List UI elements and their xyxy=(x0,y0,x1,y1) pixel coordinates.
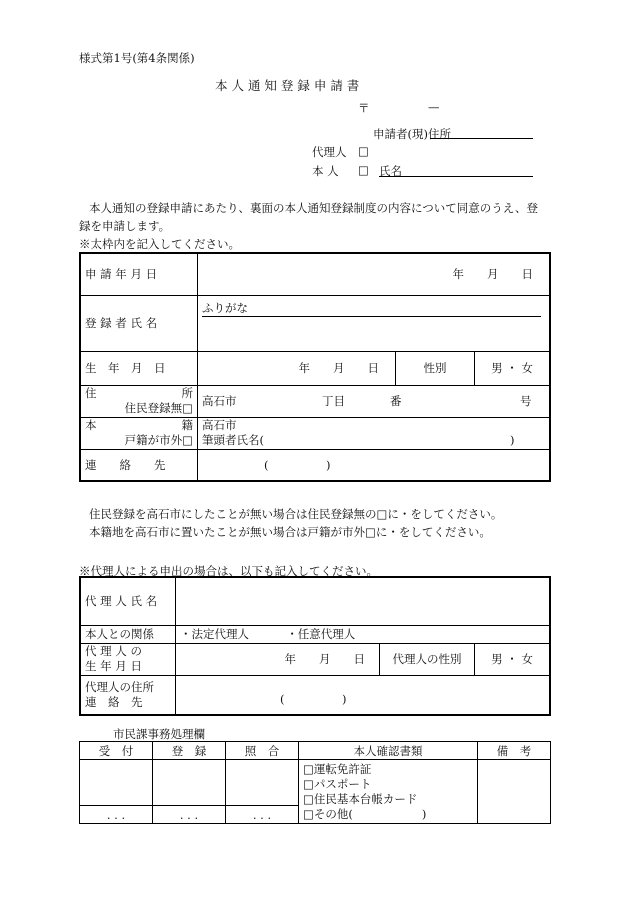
furigana-line xyxy=(202,300,541,317)
sex-label-cell xyxy=(396,351,475,385)
agent-name-cell[interactable] xyxy=(176,577,551,625)
applicant-address-label: 申請者(現)住所 xyxy=(373,127,451,141)
agent-address-cell[interactable] xyxy=(176,675,551,715)
honseki-outside-city[interactable]: 戸籍が市外□ xyxy=(124,433,193,447)
office-header-register: 登 録 xyxy=(153,742,226,760)
agent-birth-cell[interactable] xyxy=(176,643,380,675)
address-city: 高石市 xyxy=(202,394,237,408)
agent-sex-label-cell xyxy=(380,643,475,675)
postal-dash: — xyxy=(428,100,440,114)
date-cell[interactable] xyxy=(198,253,551,295)
office-reception-date[interactable]: . . . xyxy=(80,806,153,824)
honseki-label: 本 籍 xyxy=(85,418,193,432)
honseki-label-cell xyxy=(80,417,198,449)
birth-label: 生 年 月 日 xyxy=(85,361,166,375)
furigana-label: ふりがな xyxy=(202,300,248,315)
page-title: 本 人 通 知 登 録 申 請 書 xyxy=(215,78,360,93)
agent-name-label-cell xyxy=(80,577,176,625)
relation-voluntary[interactable]: ・任意代理人 xyxy=(286,627,356,641)
contact-label: 連 絡 先 xyxy=(85,457,166,472)
id-doc-passport[interactable]: □パスポート xyxy=(303,777,372,791)
office-title: 市民課事務処理欄 xyxy=(113,727,205,741)
agent-birth-label-cell xyxy=(80,643,176,675)
agent-sex-cell[interactable] xyxy=(475,643,551,675)
address-ban: 番 xyxy=(390,394,402,408)
registrant-name-cell[interactable] xyxy=(198,295,551,351)
honseki-cell[interactable] xyxy=(198,417,551,449)
office-header-id-docs: 本人確認書類 xyxy=(299,742,478,760)
office-header-reception: 受 付 xyxy=(80,742,153,760)
office-header-verify: 照 合 xyxy=(226,742,299,760)
office-header-remarks: 備 考 xyxy=(478,742,551,760)
agent-contact-paren: ( ) xyxy=(280,691,347,706)
office-id-docs-cell xyxy=(299,760,478,824)
address-chome: 丁目 xyxy=(322,394,345,408)
intro-line1: 本人通知の登録申請にあたり、裏面の本人通知登録制度の内容について同意のうえ、登 xyxy=(89,201,538,215)
agent-address-label-1: 代理人の住所 xyxy=(85,679,154,694)
agent-birth-fields: 年 月 日 xyxy=(284,652,365,666)
intro-line2: 録を申請します。 xyxy=(79,219,171,233)
relation-legal[interactable]: ・法定代理人 xyxy=(180,627,249,641)
honseki-head-label: 筆頭者氏名( xyxy=(202,433,264,447)
agent-birth-label-2: 生 年 月 日 xyxy=(85,659,142,673)
agent-address-label-cell xyxy=(80,675,176,715)
address-no-registration[interactable]: 住民登録無□ xyxy=(124,401,193,415)
relation-cell[interactable] xyxy=(176,625,551,643)
relation-label-cell xyxy=(80,625,176,643)
note-honseki: 本籍地を高石市に置いたことが無い場合は戸籍が市外□に・をしてください。 xyxy=(89,525,491,539)
note-residence: 住民登録を高石市にしたことが無い場合は住民登録無の□に・をしてください。 xyxy=(89,507,503,521)
address-underline[interactable] xyxy=(430,138,533,139)
honseki-city: 高石市 xyxy=(202,418,237,432)
name-underline[interactable] xyxy=(379,176,533,177)
agent-table xyxy=(79,576,551,716)
agent-name-label: 代 理 人 氏 名 xyxy=(85,594,158,609)
contact-label-cell xyxy=(80,449,198,481)
address-label: 住 所 xyxy=(85,386,193,400)
relation-label: 本人との関係 xyxy=(85,627,154,641)
office-register-date[interactable]: . . . xyxy=(153,806,226,824)
agent-address-label-2: 連 絡 先 xyxy=(85,694,143,709)
registrant-name-label: 登 録 者 氏 名 xyxy=(85,316,158,330)
address-cell[interactable] xyxy=(198,385,551,417)
sex-options: 男 ・ 女 xyxy=(491,361,533,375)
date-label-cell xyxy=(80,253,198,295)
office-verify-cell[interactable] xyxy=(226,760,299,806)
self-label: 本 人 xyxy=(312,164,339,178)
address-go: 号 xyxy=(520,394,532,408)
office-verify-date[interactable]: . . . xyxy=(226,806,299,824)
contact-paren: ( ) xyxy=(264,457,331,472)
birth-label-cell xyxy=(80,351,198,385)
agent-birth-label-1: 代 理 人 の xyxy=(85,644,142,658)
registration-table xyxy=(79,252,551,482)
birth-cell[interactable] xyxy=(198,351,396,385)
form-id: 様式第1号(第4条関係) xyxy=(79,51,195,65)
date-label: 申 請 年 月 日 xyxy=(85,267,158,282)
date-fields: 年 月 日 xyxy=(452,267,533,282)
honseki-close: ) xyxy=(510,433,515,447)
honseki-head-line xyxy=(202,433,545,448)
instruction-bold: ※太枠内を記入してください。 xyxy=(79,237,240,251)
id-doc-juki-card[interactable]: □住民基本台帳カード xyxy=(303,792,418,806)
office-remarks-cell[interactable] xyxy=(478,760,551,824)
contact-cell[interactable] xyxy=(198,449,551,481)
agent-label: 代理人 xyxy=(312,145,347,159)
address-label-cell xyxy=(80,385,198,417)
id-doc-other[interactable]: □その他( ) xyxy=(303,807,427,821)
sex-label: 性別 xyxy=(423,361,447,375)
name-label-cell xyxy=(80,295,198,351)
name-label: 氏名 xyxy=(379,164,402,178)
office-table xyxy=(79,741,551,824)
self-checkbox[interactable]: □ xyxy=(358,163,369,177)
agent-checkbox[interactable]: □ xyxy=(358,144,369,158)
agent-sex-label: 代理人の性別 xyxy=(392,652,462,666)
postal-mark: 〒 xyxy=(358,101,370,115)
address-line xyxy=(202,393,545,409)
sex-cell[interactable] xyxy=(475,351,551,385)
agent-instruction: ※代理人による申出の場合は、以下も記入してください。 xyxy=(79,564,378,578)
office-register-cell[interactable] xyxy=(153,760,226,806)
agent-sex-options: 男 ・ 女 xyxy=(491,652,533,666)
birth-fields: 年 月 日 xyxy=(298,361,379,375)
id-doc-license[interactable]: □運転免許証 xyxy=(303,762,372,776)
office-reception-cell[interactable] xyxy=(80,760,153,806)
